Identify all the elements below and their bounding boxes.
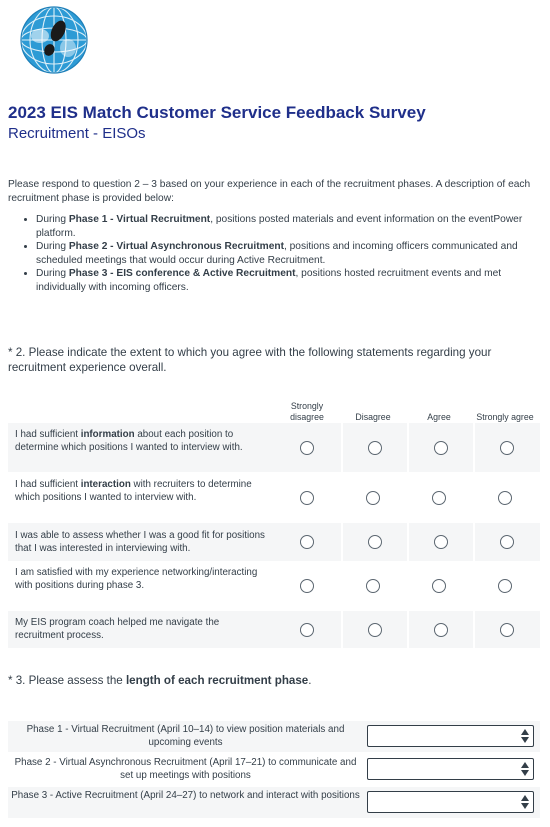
phase-2-label: Phase 2 - Virtual Asynchronous Recruitment (April 17–21) to communicate and set up meetings with positions: [14, 757, 357, 781]
phase-3-label: Phase 3 - Active Recruitment (April 24–27) to network and interact with positions: [11, 790, 360, 801]
row-label: I am satisfied with my experience networking/interacting with positions during phase 3.: [15, 567, 258, 591]
select-arrows-icon: [521, 762, 529, 776]
phase-1-select[interactable]: [367, 725, 534, 747]
phase-1-label: Phase 1 - Virtual Recruitment (April 10–14) to view position materials and upcoming events: [26, 724, 345, 748]
column-header-strongly-agree: Strongly agree: [476, 412, 534, 422]
question-3-text: * 3. Please assess the length of each recruitment phase.: [8, 674, 312, 687]
row-label: My EIS program coach helped me navigate the recruitment process.: [15, 617, 220, 641]
question-2-text: * 2. Please indicate the extent to which you agree with the following statements regarding your recruitment experience overall.: [8, 346, 492, 374]
radio-disagree[interactable]: [366, 491, 380, 505]
radio-agree[interactable]: [434, 441, 448, 455]
radio-strongly-disagree[interactable]: [300, 441, 314, 455]
select-arrows-icon: [521, 729, 529, 743]
radio-disagree[interactable]: [368, 535, 382, 549]
radio-disagree[interactable]: [368, 623, 382, 637]
radio-disagree[interactable]: [366, 579, 380, 593]
radio-strongly-agree[interactable]: [500, 623, 514, 637]
globe-footprint-logo: [18, 4, 90, 76]
radio-disagree[interactable]: [368, 441, 382, 455]
row-label: I had sufficient interaction with recruiters to determine which positions I wanted to interview with.: [15, 479, 252, 503]
phase-3-description: • During Phase 3 - EIS conference & Active Recruitment, positions hosted recruitment events and met individually with incoming officers.: [36, 267, 540, 294]
matrix-row-coach: [8, 611, 540, 648]
phase-3-select[interactable]: [367, 791, 534, 813]
matrix-row-networking: [8, 561, 540, 611]
radio-agree[interactable]: [432, 491, 446, 505]
column-header-agree: Agree: [427, 412, 451, 422]
radio-strongly-disagree[interactable]: [300, 623, 314, 637]
radio-strongly-agree[interactable]: [498, 491, 512, 505]
radio-strongly-agree[interactable]: [500, 441, 514, 455]
matrix-row-information: [8, 423, 540, 472]
matrix-row-interaction: [8, 472, 540, 523]
survey-title: 2023 EIS Match Customer Service Feedback Survey: [8, 103, 426, 122]
radio-agree[interactable]: [434, 623, 448, 637]
radio-agree[interactable]: [434, 535, 448, 549]
intro-section: [8, 178, 540, 294]
page-title: Recruitment - EISOs: [8, 125, 146, 142]
phase-2-description: • During Phase 2 - Virtual Asynchronous Recruitment, positions and incoming officers communicated and scheduled meetings that would occur during Active Recruitment.: [36, 240, 540, 267]
row-label: I had sufficient information about each position to determine which positions I wanted to interview with.: [15, 429, 243, 453]
row-label: I was able to assess whether I was a good fit for positions that I was interested in interviewing with.: [15, 530, 265, 554]
radio-strongly-disagree[interactable]: [300, 491, 314, 505]
phase-2-select[interactable]: [367, 758, 534, 780]
phase-description-list: [8, 213, 540, 294]
column-header-disagree: Disagree: [355, 412, 391, 422]
radio-strongly-agree[interactable]: [500, 535, 514, 549]
radio-strongly-disagree[interactable]: [300, 535, 314, 549]
intro-text: Please respond to question 2 – 3 based on your experience in each of the recruitment phases. A description of each recruitment phase is provided below:: [8, 179, 531, 204]
radio-strongly-disagree[interactable]: [300, 579, 314, 593]
question-2-matrix: [8, 396, 540, 648]
radio-agree[interactable]: [432, 579, 446, 593]
matrix-header: [8, 396, 540, 423]
phase-1-description: • During Phase 1 - Virtual Recruitment, positions posted materials and event information on the eventPower platform.: [36, 213, 540, 240]
select-arrows-icon: [521, 795, 529, 809]
matrix-row-fit: [8, 523, 540, 561]
radio-strongly-agree[interactable]: [498, 579, 512, 593]
column-header-strongly-disagree: Strongly disagree: [290, 401, 324, 422]
